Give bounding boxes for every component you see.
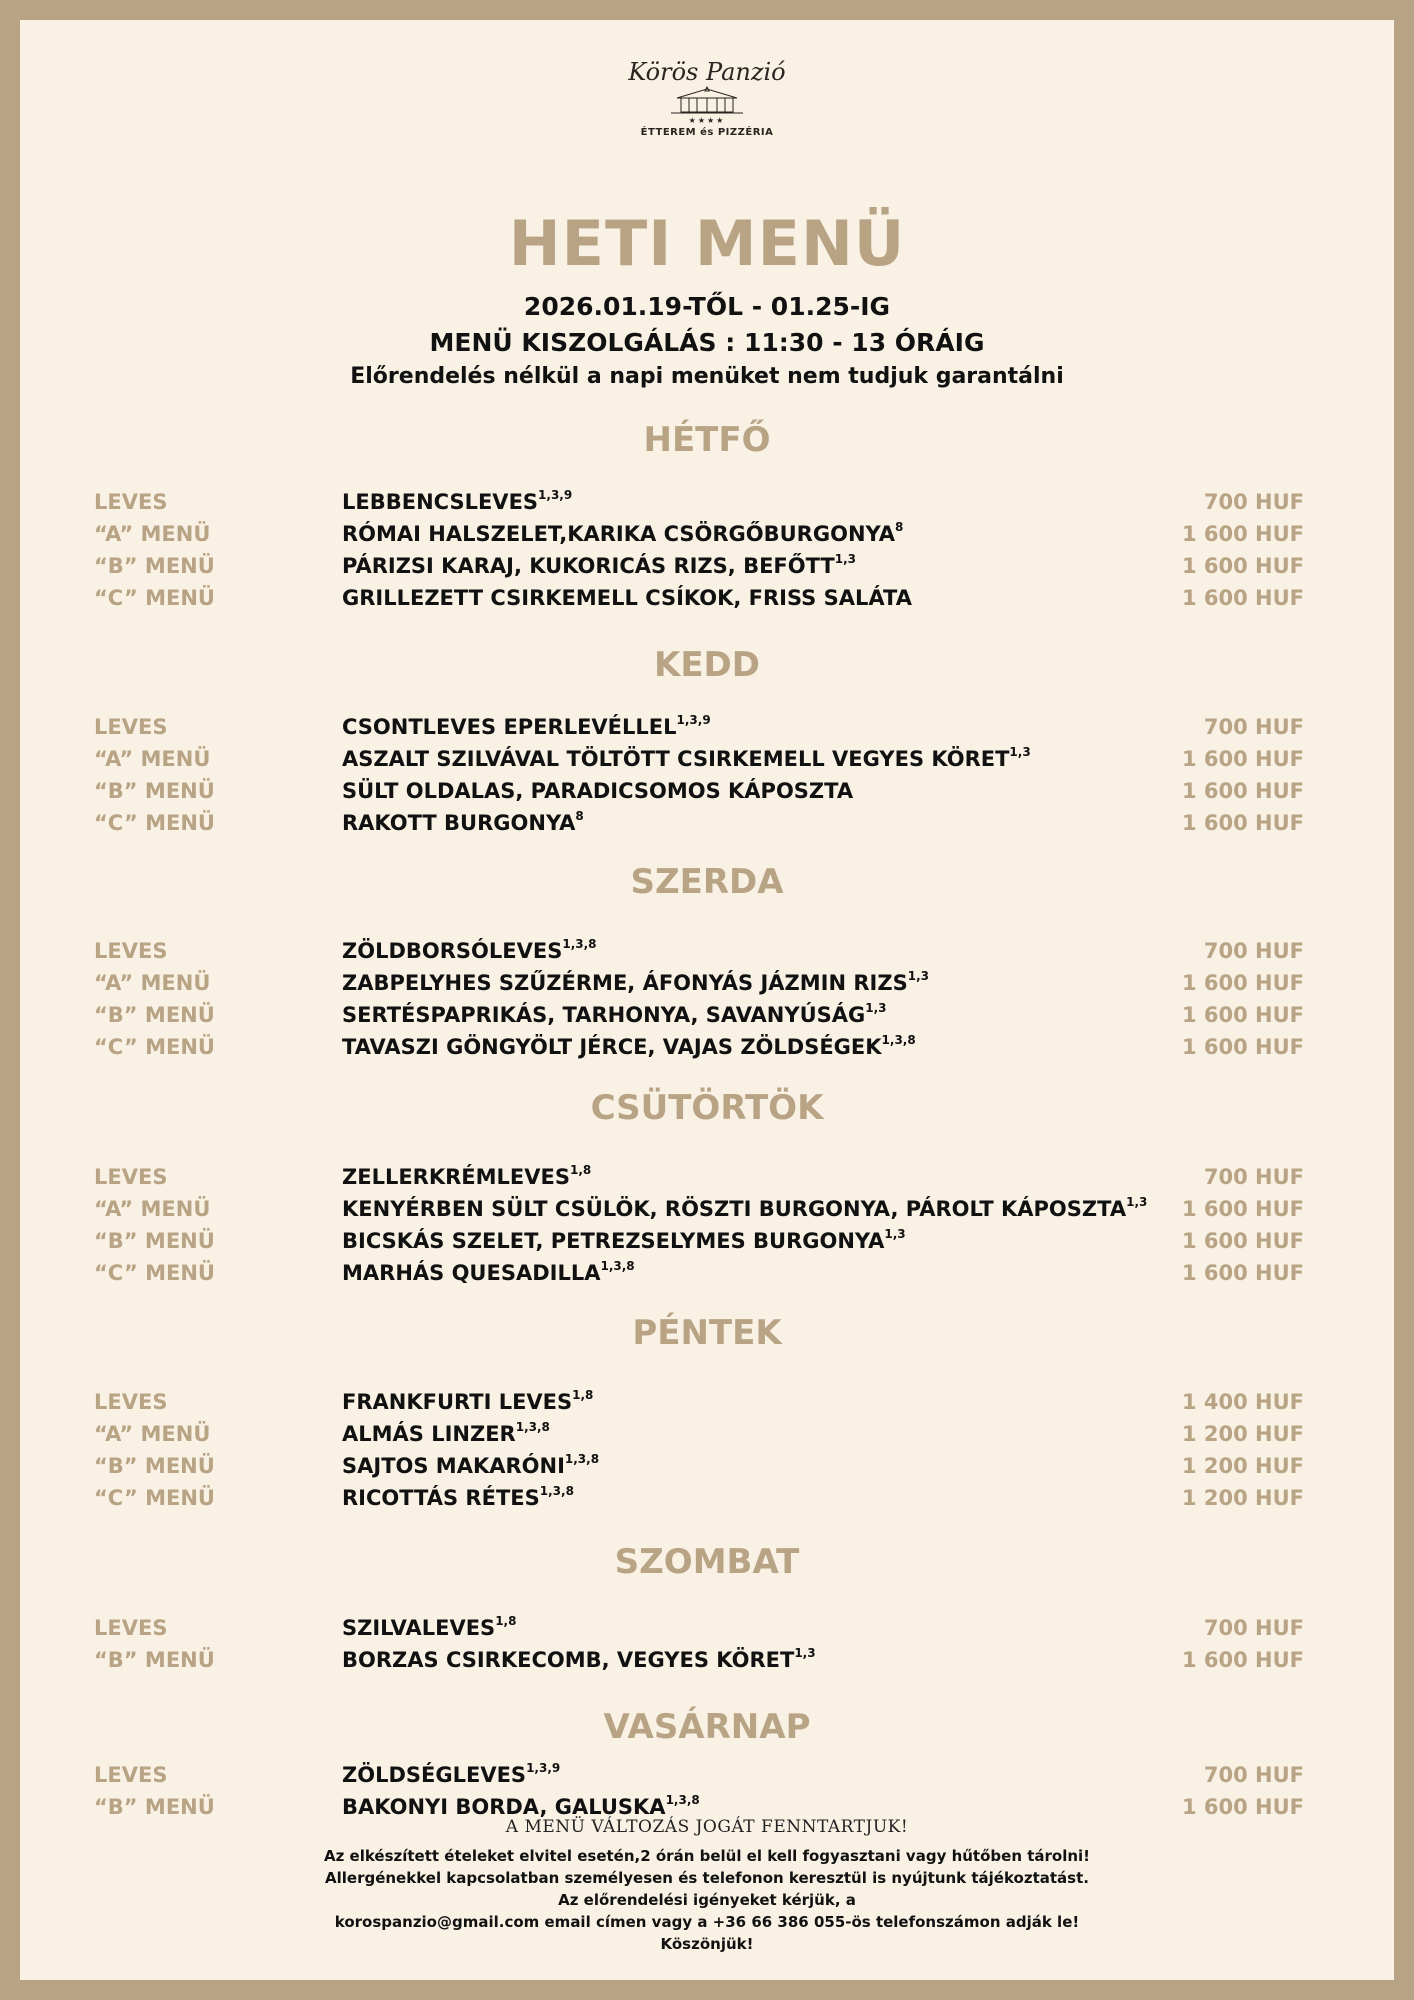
page-title: HETI MENÜ	[508, 207, 906, 280]
menu-row	[20, 582, 1394, 614]
menu-label: “C” MENÜ	[94, 811, 215, 835]
menu-label: “B” MENÜ	[94, 1003, 215, 1027]
dish-text: RAKOTT BURGONYA	[342, 811, 576, 835]
dish-text: SERTÉSPAPRIKÁS, TARHONYA, SAVANYÚSÁG	[342, 1003, 866, 1027]
allergen-codes: 1,3	[865, 1001, 887, 1015]
price: 1 600 HUF	[1181, 1795, 1304, 1819]
allergen-codes: 1,3	[794, 1646, 816, 1660]
menu-row	[20, 1161, 1394, 1193]
dish-name	[342, 807, 584, 839]
price: 1 600 HUF	[1181, 522, 1304, 546]
menu-row	[20, 711, 1394, 743]
dish-text: KENYÉRBEN SÜLT CSÜLÖK, RÖSZTI BURGONYA, PÁROLT KÁPOSZTA	[342, 1197, 1127, 1221]
menu-label: LEVES	[94, 1390, 168, 1414]
price: 1 600 HUF	[1181, 586, 1304, 610]
menu-label: “A” MENÜ	[94, 1422, 211, 1446]
day-heading: SZOMBAT	[614, 1542, 800, 1582]
menu-row	[20, 935, 1394, 967]
menu-label: “B” MENÜ	[94, 554, 215, 578]
menu-row	[20, 1450, 1394, 1482]
dish-text: SZILVALEVES	[342, 1616, 496, 1640]
dish-name	[342, 1644, 816, 1676]
dish-name	[342, 1031, 916, 1063]
menu-row	[20, 999, 1394, 1031]
dish-text: BAKONYI BORDA, GALUSKA	[342, 1795, 666, 1819]
menu-row	[20, 1193, 1394, 1225]
logo	[20, 58, 1394, 140]
menu-label: LEVES	[94, 490, 168, 514]
change-disclaimer: A MENÜ VÁLTOZÁS JOGÁT FENNTARTJUK!	[505, 1817, 909, 1837]
allergen-codes: 1,3	[1009, 745, 1031, 759]
menu-row	[20, 1482, 1394, 1514]
dish-name	[342, 1225, 906, 1257]
menu-label: “B” MENÜ	[94, 1454, 215, 1478]
dish-name	[342, 486, 572, 518]
menu-row	[20, 486, 1394, 518]
dish-text: MARHÁS QUESADILLA	[342, 1261, 601, 1285]
menu-label: “B” MENÜ	[94, 1648, 215, 1672]
allergen-codes: 1,3,9	[526, 1761, 561, 1775]
dish-text: CSONTLEVES EPERLEVÉLLEL	[342, 715, 677, 739]
menu-row	[20, 1031, 1394, 1063]
allergen-codes: 1,3,9	[538, 488, 573, 502]
logo-subtitle: ÉTTEREM és PIZZÉRIA	[640, 127, 774, 138]
dish-name	[342, 518, 903, 550]
footer-line-preorder: Az előrendelési igényeket kérjük, a	[558, 1891, 856, 1909]
menu-row	[20, 1418, 1394, 1450]
menu-label: “C” MENÜ	[94, 1035, 215, 1059]
day-heading: CSÜTÖRTÖK	[590, 1088, 824, 1128]
dish-text: FRANKFURTI LEVES	[342, 1390, 573, 1414]
allergen-codes: 1,3,8	[564, 1452, 600, 1466]
dish-name	[342, 1418, 550, 1450]
price: 700 HUF	[1203, 1616, 1304, 1640]
dish-name	[342, 582, 912, 614]
menu-row	[20, 518, 1394, 550]
footer-line-thanks: Köszönjük!	[660, 1935, 754, 1953]
price: 700 HUF	[1203, 1763, 1304, 1787]
dish-text: ASZALT SZILVÁVAL TÖLTÖTT CSIRKEMELL VEGYES KÖRET	[342, 747, 1010, 771]
menu-row	[20, 743, 1394, 775]
price: 1 600 HUF	[1181, 811, 1304, 835]
price: 1 600 HUF	[1181, 1648, 1304, 1672]
day-heading: PÉNTEK	[632, 1313, 782, 1353]
price: 1 600 HUF	[1181, 971, 1304, 995]
menu-label: LEVES	[94, 1165, 168, 1189]
price: 1 200 HUF	[1181, 1422, 1304, 1446]
dish-name	[342, 1612, 516, 1644]
menu-label: “C” MENÜ	[94, 1261, 215, 1285]
menu-label: “B” MENÜ	[94, 1795, 215, 1819]
dish-text: GRILLEZETT CSIRKEMELL CSÍKOK, FRISS SALÁTA	[342, 586, 912, 610]
dish-name	[342, 743, 1031, 775]
dish-name	[342, 999, 887, 1031]
menu-label: LEVES	[94, 1763, 168, 1787]
dish-text: ZELLERKRÉMLEVES	[342, 1165, 570, 1189]
price: 1 400 HUF	[1181, 1390, 1304, 1414]
day-heading: SZERDA	[630, 862, 784, 902]
price: 1 200 HUF	[1181, 1486, 1304, 1510]
dish-name	[342, 1386, 593, 1418]
dish-text: ZABPELYHES SZŰZÉRME, ÁFONYÁS JÁZMIN RIZS	[342, 971, 908, 995]
allergen-codes: 8	[575, 809, 584, 823]
price: 700 HUF	[1203, 715, 1304, 739]
dish-text: SAJTOS MAKARÓNI	[342, 1454, 565, 1478]
dish-name	[342, 550, 856, 582]
logo-script-text: Körös Panzió	[628, 58, 786, 86]
dish-text: RÓMAI HALSZELET,KARIKA CSÖRGŐBURGONYA	[342, 522, 895, 546]
dish-name	[342, 775, 853, 807]
allergen-codes: 1,3,9	[676, 713, 711, 727]
menu-row	[20, 1257, 1394, 1289]
dish-text: ZÖLDBORSÓLEVES	[342, 939, 563, 963]
price: 1 600 HUF	[1181, 1197, 1304, 1221]
allergen-codes: 1,8	[572, 1388, 594, 1402]
dish-name	[342, 1759, 560, 1791]
footer-line-allergen: Allergénekkel kapcsolatban személyesen és telefonon keresztül is nyújtunk tájékoztatást.	[325, 1869, 1089, 1887]
footer-line-contact: korospanzio@gmail.com email címen vagy a +36 66 386 055-ös telefonszámon adják le!	[334, 1913, 1080, 1931]
dish-text: ZÖLDSÉGLEVES	[342, 1763, 527, 1787]
menu-label: LEVES	[94, 715, 168, 739]
menu-label: LEVES	[94, 939, 168, 963]
menu-row	[20, 1612, 1394, 1644]
menu-label: “A” MENÜ	[94, 747, 211, 771]
price: 1 600 HUF	[1181, 1035, 1304, 1059]
dish-name	[342, 1161, 591, 1193]
menu-row	[20, 1644, 1394, 1676]
dish-text: BORZAS CSIRKECOMB, VEGYES KÖRET	[342, 1648, 795, 1672]
dish-name	[342, 1193, 1147, 1225]
allergen-codes: 1,8	[570, 1163, 592, 1177]
dish-text: TAVASZI GÖNGYÖLT JÉRCE, VAJAS ZÖLDSÉGEK	[342, 1035, 882, 1059]
price: 1 600 HUF	[1181, 1003, 1304, 1027]
dish-text: PÁRIZSI KARAJ, KUKORICÁS RIZS, BEFŐTT	[342, 554, 835, 578]
price: 1 600 HUF	[1181, 779, 1304, 803]
menu-row	[20, 775, 1394, 807]
menu-row	[20, 1386, 1394, 1418]
allergen-codes: 1,3	[1126, 1195, 1148, 1209]
menu-row	[20, 807, 1394, 839]
dish-text: BICSKÁS SZELET, PETREZSELYMES BURGONYA	[342, 1229, 885, 1253]
menu-label: “A” MENÜ	[94, 522, 211, 546]
dish-name	[342, 1482, 574, 1514]
dish-name	[342, 967, 929, 999]
day-heading: VASÁRNAP	[603, 1707, 811, 1747]
price: 1 600 HUF	[1181, 1229, 1304, 1253]
allergen-codes: 1,3	[834, 552, 857, 566]
building-icon	[665, 86, 749, 116]
dish-name	[342, 711, 711, 743]
dish-text: LEBBENCSLEVES	[342, 490, 539, 514]
price: 700 HUF	[1203, 490, 1304, 514]
price: 1 600 HUF	[1181, 747, 1304, 771]
menu-page	[20, 20, 1394, 1980]
day-heading: KEDD	[653, 645, 761, 685]
allergen-codes: 1,3,8	[665, 1793, 700, 1807]
price: 1 200 HUF	[1181, 1454, 1304, 1478]
dish-name	[342, 1257, 635, 1289]
footer-line-takeaway: Az elkészített ételeket elvitel esetén,2 órán belül el kell fogyasztani vagy hűtőben tárolni!	[323, 1847, 1091, 1865]
menu-label: “A” MENÜ	[94, 1197, 211, 1221]
dish-text: RICOTTÁS RÉTES	[342, 1486, 540, 1510]
menu-label: “B” MENÜ	[94, 1229, 215, 1253]
allergen-codes: 1,3,8	[515, 1420, 550, 1434]
allergen-codes: 1,3	[907, 969, 929, 983]
menu-row	[20, 1759, 1394, 1791]
dish-text: SÜLT OLDALAS, PARADICSOMOS KÁPOSZTA	[342, 779, 854, 803]
price: 1 600 HUF	[1181, 1261, 1304, 1285]
menu-label: “C” MENÜ	[94, 586, 215, 610]
dish-name	[342, 935, 597, 967]
menu-row	[20, 1225, 1394, 1257]
allergen-codes: 1,3,8	[562, 937, 597, 951]
logo-stars: ★★★★	[688, 116, 726, 125]
dish-name	[342, 1450, 599, 1482]
dish-text: ALMÁS LINZER	[342, 1422, 516, 1446]
price: 700 HUF	[1203, 939, 1304, 963]
price: 700 HUF	[1203, 1165, 1304, 1189]
preorder-notice: Előrendelés nélkül a napi menüket nem tudjuk garantálni	[350, 364, 1064, 389]
menu-row	[20, 967, 1394, 999]
allergen-codes: 1,3	[884, 1227, 906, 1241]
allergen-codes: 1,3,8	[539, 1484, 574, 1498]
service-time: MENÜ KISZOLGÁLÁS : 11:30 - 13 ÓRÁIG	[429, 328, 985, 357]
menu-row	[20, 550, 1394, 582]
menu-label: “B” MENÜ	[94, 779, 215, 803]
menu-label: “C” MENÜ	[94, 1486, 215, 1510]
allergen-codes: 1,8	[495, 1614, 517, 1628]
day-heading: HÉTFŐ	[643, 420, 771, 460]
menu-label: LEVES	[94, 1616, 168, 1640]
allergen-codes: 1,3,8	[881, 1033, 916, 1047]
price: 1 600 HUF	[1181, 554, 1304, 578]
allergen-codes: 1,3,8	[600, 1259, 635, 1273]
allergen-codes: 8	[894, 520, 904, 534]
date-range: 2026.01.19-TŐL - 01.25-IG	[523, 292, 891, 321]
menu-label: “A” MENÜ	[94, 971, 211, 995]
